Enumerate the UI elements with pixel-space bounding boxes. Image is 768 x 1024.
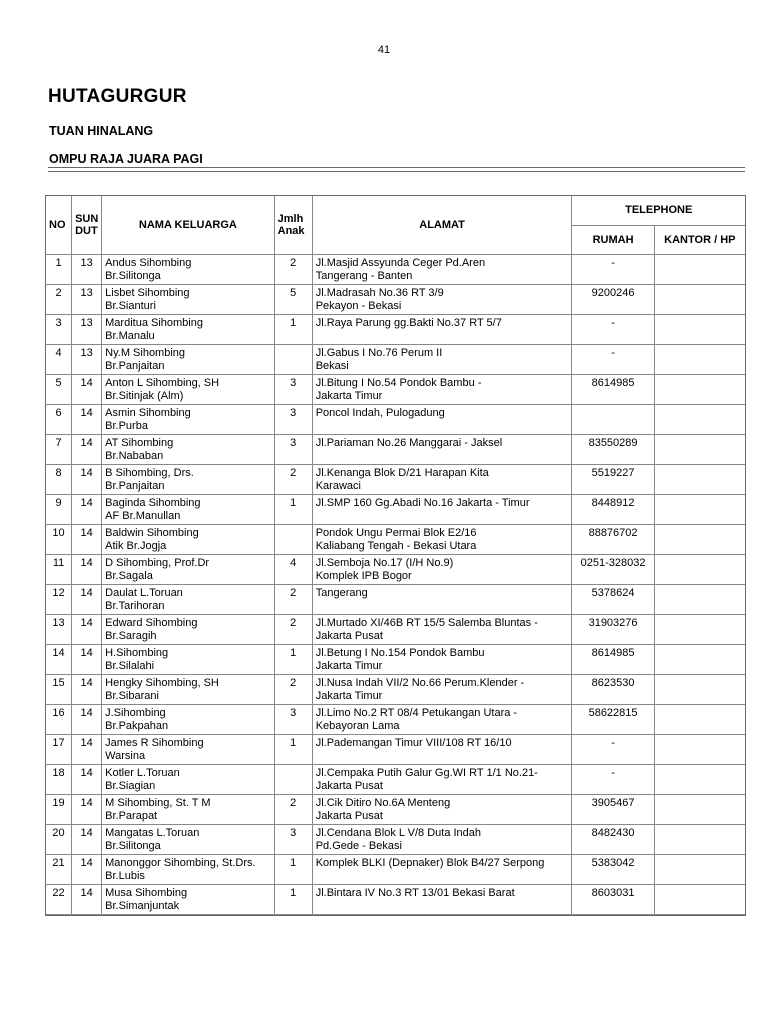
alamat-line2: Pd.Gede - Bekasi — [315, 839, 402, 852]
nama-line2: Warsina — [105, 749, 146, 762]
cell-nama — [102, 315, 274, 345]
nama-line2: Atik Br.Jogja — [105, 539, 167, 552]
cell-sundut: 14 — [72, 405, 102, 435]
table-row — [46, 345, 745, 375]
cell-nama — [102, 735, 274, 765]
table-row — [46, 285, 745, 315]
cell-rumah: 58622815 — [572, 705, 654, 735]
alamat-line1: Jl.Cendana Blok L V/8 Duta Indah — [315, 827, 482, 839]
alamat-line1: Jl.Bitung I No.54 Pondok Bambu - — [315, 377, 482, 389]
alamat-line1: Jl.Limo No.2 RT 08/4 Petukangan Utara - — [315, 707, 518, 719]
nama-line1: Manonggor Sihombing, St.Drs. — [105, 857, 256, 869]
table-row — [46, 705, 745, 735]
cell-sundut: 14 — [72, 555, 102, 585]
cell-no: 4 — [46, 345, 72, 375]
cell-rumah: 88876702 — [572, 525, 654, 555]
alamat-line1: Poncol Indah, Pulogadung — [315, 407, 445, 419]
header-alamat: ALAMAT — [313, 196, 573, 255]
cell-nama — [102, 345, 274, 375]
nama-line2: Br.Parapat — [105, 809, 158, 822]
table-row — [46, 735, 745, 765]
table-row — [46, 255, 745, 285]
cell-kantor — [655, 885, 745, 915]
table-row — [46, 855, 745, 885]
alamat-line1: Jl.Bintara IV No.3 RT 13/01 Bekasi Barat — [315, 887, 515, 899]
cell-alamat — [313, 315, 573, 345]
cell-jumlah-anak: 1 — [275, 645, 313, 675]
cell-nama — [102, 525, 274, 555]
table-row — [46, 315, 745, 345]
cell-jumlah-anak: 2 — [275, 585, 313, 615]
header-kantor: KANTOR / HP — [655, 226, 745, 255]
cell-nama — [102, 885, 274, 915]
header-telephone: TELEPHONE — [572, 196, 745, 226]
cell-nama — [102, 435, 274, 465]
alamat-line1: Jl.Cik Ditiro No.6A Menteng — [315, 797, 451, 809]
cell-no: 8 — [46, 465, 72, 495]
nama-line1: Edward Sihombing — [105, 617, 198, 629]
nama-line2: Br.Purba — [105, 419, 148, 432]
cell-alamat — [313, 765, 573, 795]
table-row — [46, 405, 745, 435]
header-sundut-line2: DUT — [75, 225, 98, 237]
cell-no: 13 — [46, 615, 72, 645]
divider-bottom — [48, 171, 745, 172]
cell-rumah: 8623530 — [572, 675, 654, 705]
cell-no: 12 — [46, 585, 72, 615]
alamat-line2: Jakarta Timur — [315, 389, 383, 402]
cell-kantor — [655, 825, 745, 855]
cell-jumlah-anak: 4 — [275, 555, 313, 585]
table-row — [46, 375, 745, 405]
cell-kantor — [655, 735, 745, 765]
alamat-line2: Pekayon - Bekasi — [315, 299, 402, 312]
cell-sundut: 14 — [72, 525, 102, 555]
alamat-line1: Jl.Gabus I No.76 Perum II — [315, 347, 443, 359]
nama-line1: Lisbet Sihombing — [105, 287, 190, 299]
alamat-line2: Jakarta Pusat — [315, 809, 383, 822]
cell-sundut: 13 — [72, 345, 102, 375]
cell-kantor — [655, 255, 745, 285]
cell-jumlah-anak: 3 — [275, 405, 313, 435]
nama-line1: Marditua Sihombing — [105, 317, 203, 329]
nama-line2: Br.Panjaitan — [105, 359, 165, 372]
cell-rumah: - — [572, 345, 654, 375]
cell-no: 6 — [46, 405, 72, 435]
cell-sundut: 14 — [72, 465, 102, 495]
cell-nama — [102, 405, 274, 435]
alamat-line1: Jl.Kenanga Blok D/21 Harapan Kita — [315, 467, 489, 479]
nama-line2: Br.Sianturi — [105, 299, 156, 312]
cell-nama — [102, 375, 274, 405]
cell-alamat — [313, 405, 573, 435]
table-row — [46, 615, 745, 645]
cell-jumlah-anak: 3 — [275, 705, 313, 735]
cell-kantor — [655, 615, 745, 645]
nama-line2: Br.Sagala — [105, 569, 153, 582]
table-row — [46, 435, 745, 465]
cell-no: 18 — [46, 765, 72, 795]
alamat-line2: Kaliabang Tengah - Bekasi Utara — [315, 539, 477, 552]
nama-line2: Br.Nababan — [105, 449, 164, 462]
table-row — [46, 645, 745, 675]
alamat-line1: Jl.Nusa Indah VII/2 No.66 Perum.Klender - — [315, 677, 525, 689]
nama-line1: Baldwin Sihombing — [105, 527, 199, 539]
cell-rumah: 5378624 — [572, 585, 654, 615]
table-row — [46, 825, 745, 855]
nama-line1: M Sihombing, St. T M — [105, 797, 211, 809]
nama-line1: Andus Sihombing — [105, 257, 192, 269]
table-row — [46, 885, 745, 915]
cell-jumlah-anak: 3 — [275, 375, 313, 405]
cell-alamat — [313, 705, 573, 735]
cell-nama — [102, 645, 274, 675]
cell-kantor — [655, 645, 745, 675]
cell-jumlah-anak: 2 — [275, 615, 313, 645]
subtitle-ompu: OMPU RAJA JUARA PAGI — [49, 152, 203, 166]
cell-no: 3 — [46, 315, 72, 345]
header-jmlh-line1: Jmlh — [277, 213, 304, 225]
nama-line1: Mangatas L.Toruan — [105, 827, 200, 839]
cell-alamat — [313, 885, 573, 915]
alamat-line2: Jakarta Pusat — [315, 629, 383, 642]
nama-line2: Br.Simanjuntak — [105, 899, 180, 912]
alamat-line2: Bekasi — [315, 359, 349, 372]
alamat-line1: Komplek BLKI (Depnaker) Blok B4/27 Serpong — [315, 857, 545, 869]
nama-line1: Kotler L.Toruan — [105, 767, 180, 779]
cell-kantor — [655, 525, 745, 555]
cell-alamat — [313, 825, 573, 855]
nama-line2: Br.Sibarani — [105, 689, 159, 702]
cell-rumah: 8614985 — [572, 375, 654, 405]
table-row — [46, 795, 745, 825]
nama-line1: Ny.M Sihombing — [105, 347, 186, 359]
cell-nama — [102, 495, 274, 525]
cell-jumlah-anak — [275, 525, 313, 555]
cell-nama — [102, 555, 274, 585]
nama-line1: B Sihombing, Drs. — [105, 467, 194, 479]
cell-rumah: 8614985 — [572, 645, 654, 675]
nama-line2: Br.Silitonga — [105, 269, 161, 282]
cell-no: 9 — [46, 495, 72, 525]
cell-kantor — [655, 285, 745, 315]
nama-line2: Br.Siagian — [105, 779, 156, 792]
cell-alamat — [313, 465, 573, 495]
cell-kantor — [655, 345, 745, 375]
cell-alamat — [313, 675, 573, 705]
alamat-line2: Tangerang - Banten — [315, 269, 413, 282]
page-number: 41 — [377, 44, 391, 56]
nama-line2: Br.Tarihoran — [105, 599, 165, 612]
table-row — [46, 525, 745, 555]
cell-kantor — [655, 855, 745, 885]
family-table — [45, 195, 746, 916]
nama-line1: H.Sihombing — [105, 647, 169, 659]
cell-nama — [102, 285, 274, 315]
alamat-line1: Pondok Ungu Permai Blok E2/16 — [315, 527, 477, 539]
table-row — [46, 675, 745, 705]
cell-rumah: 8482430 — [572, 825, 654, 855]
cell-nama — [102, 615, 274, 645]
cell-jumlah-anak: 3 — [275, 825, 313, 855]
cell-sundut: 14 — [72, 885, 102, 915]
cell-jumlah-anak: 2 — [275, 795, 313, 825]
nama-line1: Musa Sihombing — [105, 887, 188, 899]
header-rumah: RUMAH — [572, 226, 654, 255]
cell-no: 2 — [46, 285, 72, 315]
nama-line1: Hengky Sihombing, SH — [105, 677, 219, 689]
cell-rumah: 0251-328032 — [572, 555, 654, 585]
cell-no: 5 — [46, 375, 72, 405]
cell-no: 1 — [46, 255, 72, 285]
alamat-line1: Jl.Betung I No.154 Pondok Bambu — [315, 647, 485, 659]
cell-sundut: 14 — [72, 495, 102, 525]
cell-rumah: - — [572, 735, 654, 765]
cell-no: 17 — [46, 735, 72, 765]
cell-alamat — [313, 645, 573, 675]
nama-line2: Br.Panjaitan — [105, 479, 165, 492]
cell-jumlah-anak — [275, 765, 313, 795]
alamat-line1: Jl.Pademangan Timur VIII/108 RT 16/10 — [315, 737, 512, 749]
cell-rumah: 5383042 — [572, 855, 654, 885]
header-sundut-line1: SUN — [75, 213, 99, 225]
header-nama: NAMA KELUARGA — [102, 196, 274, 255]
cell-nama — [102, 675, 274, 705]
cell-alamat — [313, 615, 573, 645]
cell-rumah: 3905467 — [572, 795, 654, 825]
cell-no: 16 — [46, 705, 72, 735]
nama-line1: James R Sihombing — [105, 737, 204, 749]
cell-rumah: 83550289 — [572, 435, 654, 465]
alamat-line1: Jl.Masjid Assyunda Ceger Pd.Aren — [315, 257, 486, 269]
cell-sundut: 13 — [72, 315, 102, 345]
cell-kantor — [655, 495, 745, 525]
alamat-line2: Jakarta Timur — [315, 689, 383, 702]
nama-line1: Asmin Sihombing — [105, 407, 191, 419]
cell-sundut: 14 — [72, 765, 102, 795]
cell-kantor — [655, 705, 745, 735]
cell-sundut: 14 — [72, 615, 102, 645]
cell-nama — [102, 465, 274, 495]
cell-jumlah-anak: 2 — [275, 675, 313, 705]
cell-alamat — [313, 255, 573, 285]
cell-rumah: 5519227 — [572, 465, 654, 495]
cell-no: 15 — [46, 675, 72, 705]
alamat-line1: Jl.Murtado XI/46B RT 15/5 Salemba Bluntas - — [315, 617, 538, 629]
nama-line1: Daulat L.Toruan — [105, 587, 183, 599]
nama-line2: Br.Saragih — [105, 629, 157, 642]
cell-alamat — [313, 525, 573, 555]
cell-kantor — [655, 405, 745, 435]
cell-kantor — [655, 765, 745, 795]
cell-nama — [102, 255, 274, 285]
cell-alamat — [313, 435, 573, 465]
cell-rumah: 8448912 — [572, 495, 654, 525]
cell-alamat — [313, 795, 573, 825]
cell-jumlah-anak: 2 — [275, 465, 313, 495]
divider-top — [48, 167, 745, 168]
alamat-line2: Jakarta Pusat — [315, 779, 383, 792]
cell-rumah — [572, 405, 654, 435]
cell-rumah: - — [572, 255, 654, 285]
nama-line1: J.Sihombing — [105, 707, 166, 719]
cell-rumah: 31903276 — [572, 615, 654, 645]
cell-alamat — [313, 285, 573, 315]
cell-no: 20 — [46, 825, 72, 855]
cell-no: 10 — [46, 525, 72, 555]
cell-sundut: 14 — [72, 435, 102, 465]
cell-sundut: 13 — [72, 285, 102, 315]
cell-sundut: 14 — [72, 375, 102, 405]
header-sundut — [72, 196, 102, 255]
nama-line1: Baginda Sihombing — [105, 497, 201, 509]
cell-kantor — [655, 435, 745, 465]
cell-alamat — [313, 555, 573, 585]
cell-sundut: 13 — [72, 255, 102, 285]
cell-alamat — [313, 345, 573, 375]
nama-line2: Br.Manalu — [105, 329, 155, 342]
table-row — [46, 765, 745, 795]
cell-no: 19 — [46, 795, 72, 825]
cell-kantor — [655, 375, 745, 405]
page-title: HUTAGURGUR — [48, 86, 187, 107]
cell-jumlah-anak: 1 — [275, 855, 313, 885]
nama-line2: Br.Lubis — [105, 869, 145, 882]
table-row — [46, 465, 745, 495]
header-jmlh — [275, 196, 313, 255]
cell-nama — [102, 705, 274, 735]
cell-jumlah-anak: 2 — [275, 255, 313, 285]
cell-no: 22 — [46, 885, 72, 915]
cell-jumlah-anak: 1 — [275, 315, 313, 345]
alamat-line1: Tangerang — [315, 587, 368, 599]
alamat-line2: Karawaci — [315, 479, 361, 492]
cell-sundut: 14 — [72, 585, 102, 615]
header-jmlh-line2: Anak — [277, 225, 305, 237]
alamat-line2: Kebayoran Lama — [315, 719, 400, 732]
nama-line1: Anton L Sihombing, SH — [105, 377, 220, 389]
nama-line2: Br.Silalahi — [105, 659, 155, 672]
cell-no: 11 — [46, 555, 72, 585]
cell-alamat — [313, 735, 573, 765]
cell-kantor — [655, 465, 745, 495]
cell-kantor — [655, 795, 745, 825]
cell-kantor — [655, 315, 745, 345]
cell-alamat — [313, 495, 573, 525]
cell-jumlah-anak: 1 — [275, 495, 313, 525]
cell-kantor — [655, 555, 745, 585]
cell-nama — [102, 825, 274, 855]
cell-rumah: 8603031 — [572, 885, 654, 915]
alamat-line1: Jl.Raya Parung gg.Bakti No.37 RT 5/7 — [315, 317, 502, 329]
cell-nama — [102, 855, 274, 885]
header-no: NO — [46, 196, 72, 255]
cell-sundut: 14 — [72, 855, 102, 885]
cell-sundut: 14 — [72, 675, 102, 705]
cell-sundut: 14 — [72, 705, 102, 735]
cell-jumlah-anak: 1 — [275, 735, 313, 765]
table-row — [46, 585, 745, 615]
cell-rumah: - — [572, 765, 654, 795]
cell-no: 7 — [46, 435, 72, 465]
cell-sundut: 14 — [72, 825, 102, 855]
cell-jumlah-anak: 5 — [275, 285, 313, 315]
nama-line1: D Sihombing, Prof.Dr — [105, 557, 210, 569]
table-row — [46, 555, 745, 585]
alamat-line2: Komplek IPB Bogor — [315, 569, 412, 582]
cell-no: 14 — [46, 645, 72, 675]
table-row — [46, 495, 745, 525]
cell-rumah: 9200246 — [572, 285, 654, 315]
nama-line1: AT Sihombing — [105, 437, 174, 449]
cell-no: 21 — [46, 855, 72, 885]
nama-line2: Br.Pakpahan — [105, 719, 169, 732]
alamat-line1: Jl.Pariaman No.26 Manggarai - Jaksel — [315, 437, 503, 449]
cell-kantor — [655, 675, 745, 705]
cell-rumah: - — [572, 315, 654, 345]
cell-alamat — [313, 585, 573, 615]
cell-jumlah-anak: 1 — [275, 885, 313, 915]
alamat-line1: Jl.SMP 160 Gg.Abadi No.16 Jakarta - Timur — [315, 497, 530, 509]
subtitle-tuan: TUAN HINALANG — [49, 124, 154, 138]
table-body — [46, 255, 745, 915]
alamat-line1: Jl.Semboja No.17 (I/H No.9) — [315, 557, 454, 569]
alamat-line2: Jakarta Timur — [315, 659, 383, 672]
cell-sundut: 14 — [72, 645, 102, 675]
cell-nama — [102, 765, 274, 795]
cell-sundut: 14 — [72, 735, 102, 765]
cell-alamat — [313, 375, 573, 405]
cell-jumlah-anak — [275, 345, 313, 375]
cell-sundut: 14 — [72, 795, 102, 825]
cell-alamat — [313, 855, 573, 885]
alamat-line1: Jl.Cempaka Putih Galur Gg.WI RT 1/1 No.21- — [315, 767, 538, 779]
alamat-line1: Jl.Madrasah No.36 RT 3/9 — [315, 287, 444, 299]
nama-line2: Br.Silitonga — [105, 839, 161, 852]
cell-jumlah-anak: 3 — [275, 435, 313, 465]
nama-line2: AF Br.Manullan — [105, 509, 181, 522]
cell-nama — [102, 795, 274, 825]
cell-nama — [102, 585, 274, 615]
cell-kantor — [655, 585, 745, 615]
nama-line2: Br.Sitinjak (Alm) — [105, 389, 184, 402]
